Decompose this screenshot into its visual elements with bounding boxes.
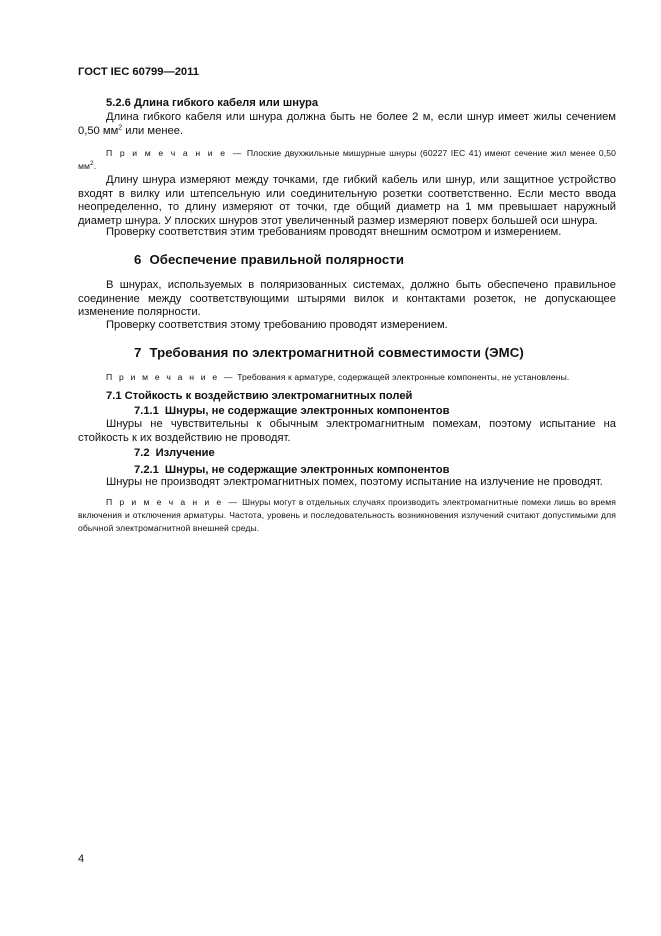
section-5-2-6-paragraph-3: Проверку соответствия этим требованиям проводят внешним осмотром и измерением. [106,226,562,238]
section-5-2-6-note [78,147,616,173]
note-text: Требования к арматуре, содержащей электронные компоненты, не установлены. [234,372,570,382]
section-title: Требования по электромагнитной совместимости (ЭМС) [149,345,524,360]
note-text: Плоские двухжильные мишурные шнуры (60227 IEC 41) имеют сечение жил менее 0,50 мм [78,148,616,171]
section-5-2-6-paragraph-2: Длину шнура измеряют между точками, где гибкий кабель или шнур, или защитное устройство входят в вилку или штепсельную или соединительную розетки соответственно. Если место ввода неопределенно, то длину измеряют от точки, где общий диаметр на 1 мм превышает наружный диаметр шнура. У плоских шнуров этот увеличенный размер измеряют поверх большей оси шнура. [78,174,616,227]
superscript: 2 [90,160,94,168]
section-5-2-6-heading: 5.2.6 Длина гибкого кабеля или шнура [106,97,319,109]
note-label: П р и м е ч а н и е — [106,372,235,382]
subsection-title: Излучение [155,447,215,459]
section-6-paragraph-1: В шнурах, используемых в поляризованных системах, должно быть обеспечено правильное соединение между соответствующими штырями вилок и контактами розеток, не допускающее изменение полярности. [78,279,616,319]
section-6-paragraph-2: Проверку соответствия этому требованию проводят измерением. [106,319,448,331]
section-7-2-1-paragraph: Шнуры не производят электромагнитных помех, поэтому испытание на излучение не проводят. [106,476,603,488]
length-requirement-text: Длина гибкого кабеля или шнура должна быть не более 2 м, если шнур имеет жилы сечением 0,50 мм [78,111,616,137]
note-label: П р и м е ч а н и е — [106,497,240,507]
note-text: Шнуры могут в отдельных случаях производить электромагнитные помехи лишь во время включения и отключения арматуры. Частота, уровень и последовательность возникновения излучений считают допустимыми для обычной электромагнитной внешней среды. [78,497,616,533]
section-5-2-6-paragraph-1 [78,111,616,138]
document-header: ГОСТ IEC 60799—2011 [78,66,199,78]
section-title: Обеспечение правильной полярности [149,252,405,267]
subsection-number: 7.2.1 [134,464,159,476]
subsection-title: Шнуры, не содержащие электронных компонентов [164,464,450,476]
section-7-note [78,371,616,384]
length-requirement-tail: или менее. [122,124,184,137]
section-6-heading [78,252,616,268]
section-7-1-heading: 7.1 Стойкость к воздействию электромагнитных полей [106,390,413,402]
section-7-heading [78,345,616,361]
superscript: 2 [118,123,123,131]
subsection-title: Шнуры, не содержащие электронных компонентов [164,405,450,417]
section-7-2-heading [78,447,616,461]
section-7-1-1-heading [78,405,616,419]
note-label: П р и м е ч а н и е — [106,148,244,158]
page-number: 4 [78,853,85,865]
section-7-1-1-paragraph: Шнуры не чувствительны к обычным электромагнитным помехам, поэтому испытание на стойкость к их воздействию не проводят. [78,418,616,444]
note-tail: . [93,161,97,171]
section-number: 6 [134,252,142,267]
section-number: 7 [134,345,142,360]
subsection-number: 7.2 [134,447,150,459]
section-7-2-1-note [78,496,616,535]
subsection-number: 7.1.1 [134,405,159,417]
